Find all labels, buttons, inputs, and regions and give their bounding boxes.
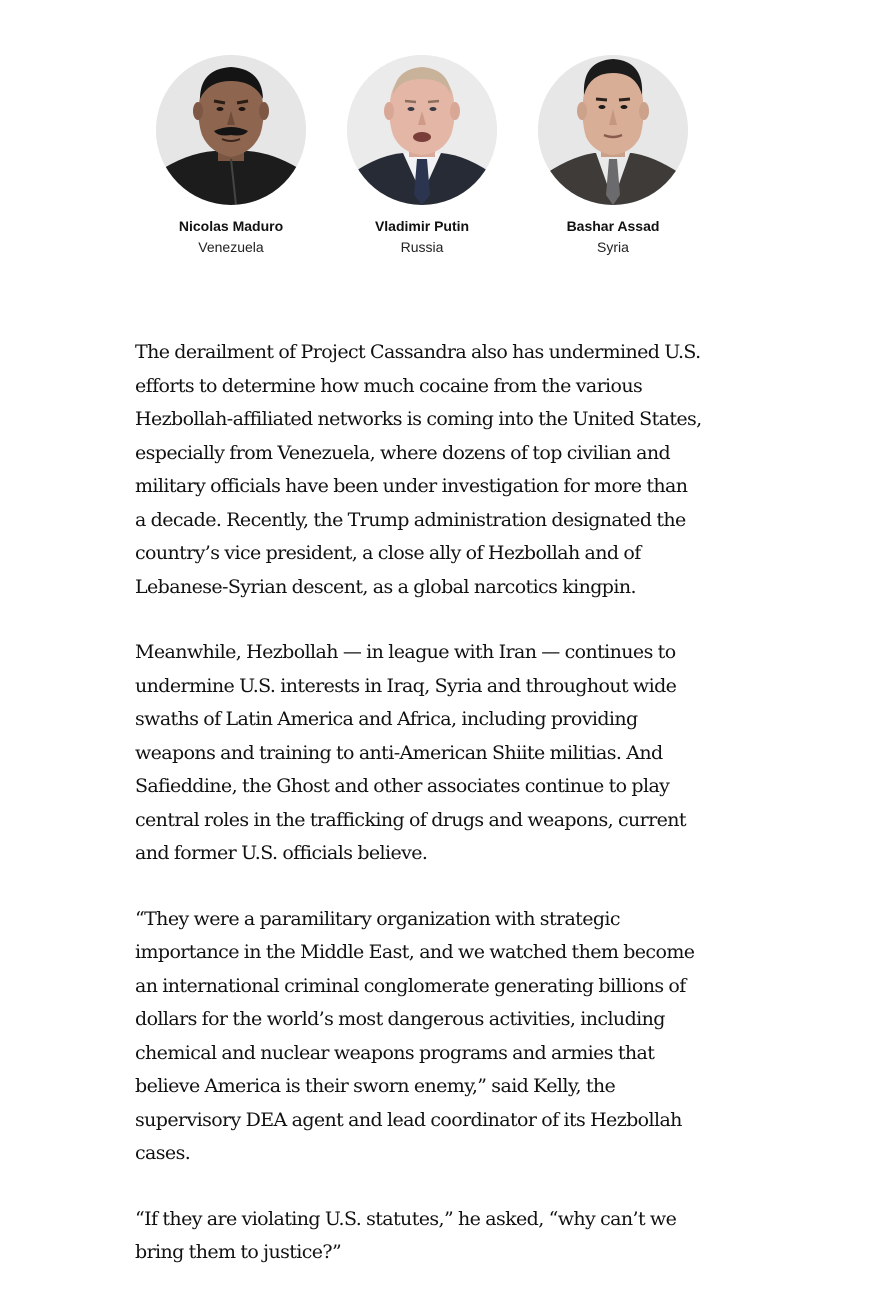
paragraph-line: efforts to determine how much cocaine from the various xyxy=(135,374,643,397)
paragraph-line: and former U.S. officials believe. xyxy=(135,842,428,864)
portrait-photo-icon xyxy=(347,55,497,205)
article-paragraph xyxy=(135,336,735,604)
paragraph-line: The derailment of Project Cassandra also has undermined U.S. xyxy=(135,341,701,363)
profile-name: Vladimir Putin xyxy=(374,218,470,234)
paragraph-line: central roles in the trafficking of drugs and weapons, current xyxy=(135,808,686,831)
profile-country: Venezuela xyxy=(198,239,264,255)
paragraph-line: bring them to justice?” xyxy=(135,1241,342,1263)
paragraph-line: Safieddine, the Ghost and other associates continue to play xyxy=(135,775,670,797)
paragraph-line: believe America is their sworn enemy,” said Kelly, the xyxy=(135,1075,616,1097)
paragraph-line: a decade. Recently, the Trump administration designated the xyxy=(135,508,686,531)
paragraph-line: undermine U.S. interests in Iraq, Syria and throughout wide xyxy=(135,674,677,697)
paragraph-line: military officials have been under investigation for more than xyxy=(135,475,688,497)
article-paragraph xyxy=(135,636,735,871)
paragraph-line: especially from Venezuela, where dozens of top civilian and xyxy=(135,441,671,464)
paragraph-line: swaths of Latin America and Africa, including providing xyxy=(135,708,638,730)
paragraph-line: dollars for the world’s most dangerous activities, including xyxy=(135,1008,665,1030)
profile-name: Bashar Assad xyxy=(566,218,660,234)
paragraph-line: Hezbollah-affiliated networks is coming into the United States, xyxy=(135,408,702,430)
paragraph-line: supervisory DEA agent and lead coordinator of its Hezbollah xyxy=(135,1108,682,1131)
paragraph-line: country’s vice president, a close ally of Hezbollah and of xyxy=(135,542,641,564)
profile-name: Nicolas Maduro xyxy=(178,218,284,234)
paragraph-line: weapons and training to anti-American Shiite militias. And xyxy=(135,741,663,764)
paragraph-line: an international criminal conglomerate generating billions of xyxy=(135,974,686,997)
paragraph-line: Meanwhile, Hezbollah — in league with Iran — continues to xyxy=(135,641,676,663)
profile-country: Russia xyxy=(400,239,444,255)
paragraph-line: chemical and nuclear weapons programs and armies that xyxy=(135,1041,655,1064)
article-body xyxy=(135,336,735,1302)
article-paragraph xyxy=(135,903,735,1171)
portrait-photo-icon xyxy=(538,55,688,205)
paragraph-line: Lebanese-Syrian descent, as a global narcotics kingpin. xyxy=(135,575,636,598)
paragraph-line: “They were a paramilitary organization with strategic xyxy=(135,907,620,930)
paragraph-line: importance in the Middle East, and we watched them become xyxy=(135,941,695,963)
portrait-photo-icon xyxy=(156,55,306,205)
profile-country: Syria xyxy=(597,239,629,255)
article-paragraph xyxy=(135,1203,735,1270)
paragraph-line: “If they are violating U.S. statutes,” he asked, “why can’t we xyxy=(135,1207,677,1230)
paragraph-line: cases. xyxy=(135,1142,191,1164)
leader-profiles xyxy=(0,0,879,270)
